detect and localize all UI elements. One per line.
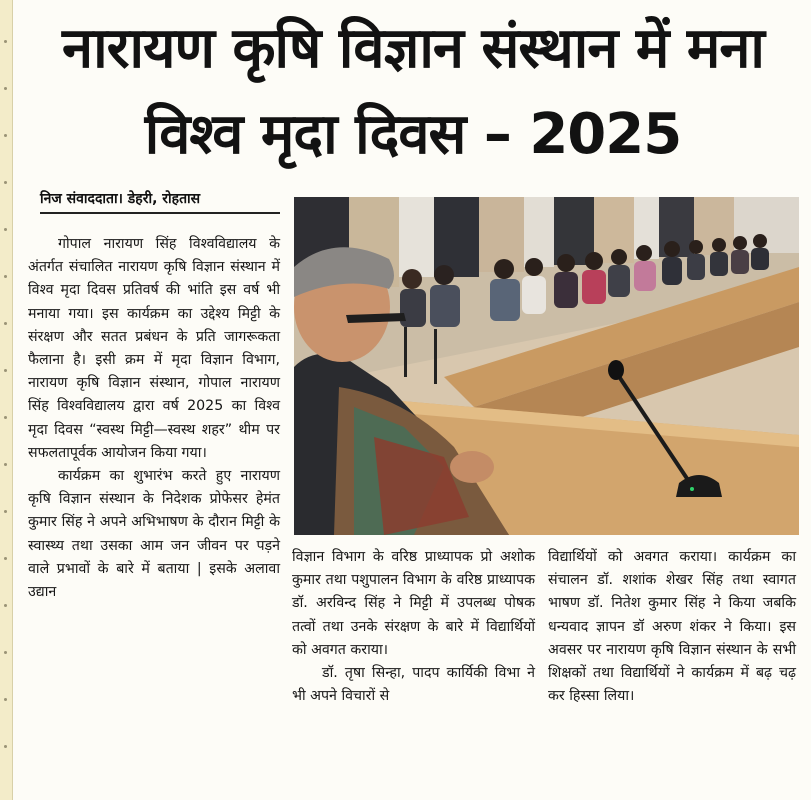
article-paragraph: डॉ. तृषा सिन्हा, पादप कार्यिकी विभा ने भी अपने विचारों से [292, 665, 535, 705]
article-paragraph: कार्यक्रम का शुभारंभ करते हुए नारायण कृषि विज्ञान संस्थान के निदेशक प्रोफेसर हेमंत कुमार सिंह ने अपने अभिभाषण के दौरान मिट्टी के स्वास्थ्य तथा उसका आम जन जीवन पर पड़ने वाले प्रभावों के बारे में बताया | इसके अलावा उद्यान [28, 468, 280, 601]
article-column-2 [292, 546, 535, 708]
perforation-dots [3, 40, 9, 760]
article-paragraph: गोपाल नारायण सिंह विश्वविद्यालय के अंतर्गत संचालित नारायण कृषि विज्ञान संस्थान में विश्व मृदा दिवस प्रतिवर्ष की भांति इस वर्ष भी मनाया गया। इस कार्यक्रम का उद्देश्य मिट्टी के संरक्षण और सतत प्रबंधन के प्रति जागरूकता फैलाना है। इसी क्रम में मृदा विज्ञान विभाग, नारायण कृषि विज्ञान संस्थान, गोपाल नारायण सिंह विश्वविद्यालय द्वारा वर्ष 2025 का विश्व मृदा दिवस “स्वस्थ मिट्टी—स्वस्थ शहर” थीम पर सफलतापूर्वक आयोजन किया गया। [28, 236, 280, 461]
page-edge-strip [0, 0, 13, 800]
article-column-3 [548, 546, 796, 708]
article-paragraph: विज्ञान विभाग के वरिष्ठ प्राध्यापक प्रो अशोक कुमार तथा पशुपालन विभाग के वरिष्ठ प्राध्यापक डॉ. अरविन्द सिंह ने मिट्टी में उपलब्ध पोषक तत्वों तथा उनके संरक्षण के बारे में विद्यार्थियों को अवगत कराया। [292, 549, 535, 658]
event-photo-illustration [294, 197, 799, 535]
article-paragraph: विद्यार्थियों को अवगत कराया। कार्यक्रम का संचालन डॉ. शशांक शेखर सिंह तथा स्वागत भाषण डॉ. नितेश कुमार सिंह ने किया जबकि धन्यवाद ज्ञापन डॉ अरुण शंकर ने किया। इस अवसर पर नारायण कृषि विज्ञान संस्थान के सभी शिक्षकों तथा विद्यार्थियों ने कार्यक्रम में बढ़ चढ़ कर हिस्सा लिया। [548, 549, 796, 705]
headline: नारायण कृषि विज्ञान संस्थान में मना विश्व मृदा दिवस – 2025 [62, 16, 764, 167]
byline: निज संवाददाता। डेहरी, रोहतास [40, 188, 280, 214]
event-photo [294, 197, 799, 535]
article-column-1 [28, 233, 280, 604]
